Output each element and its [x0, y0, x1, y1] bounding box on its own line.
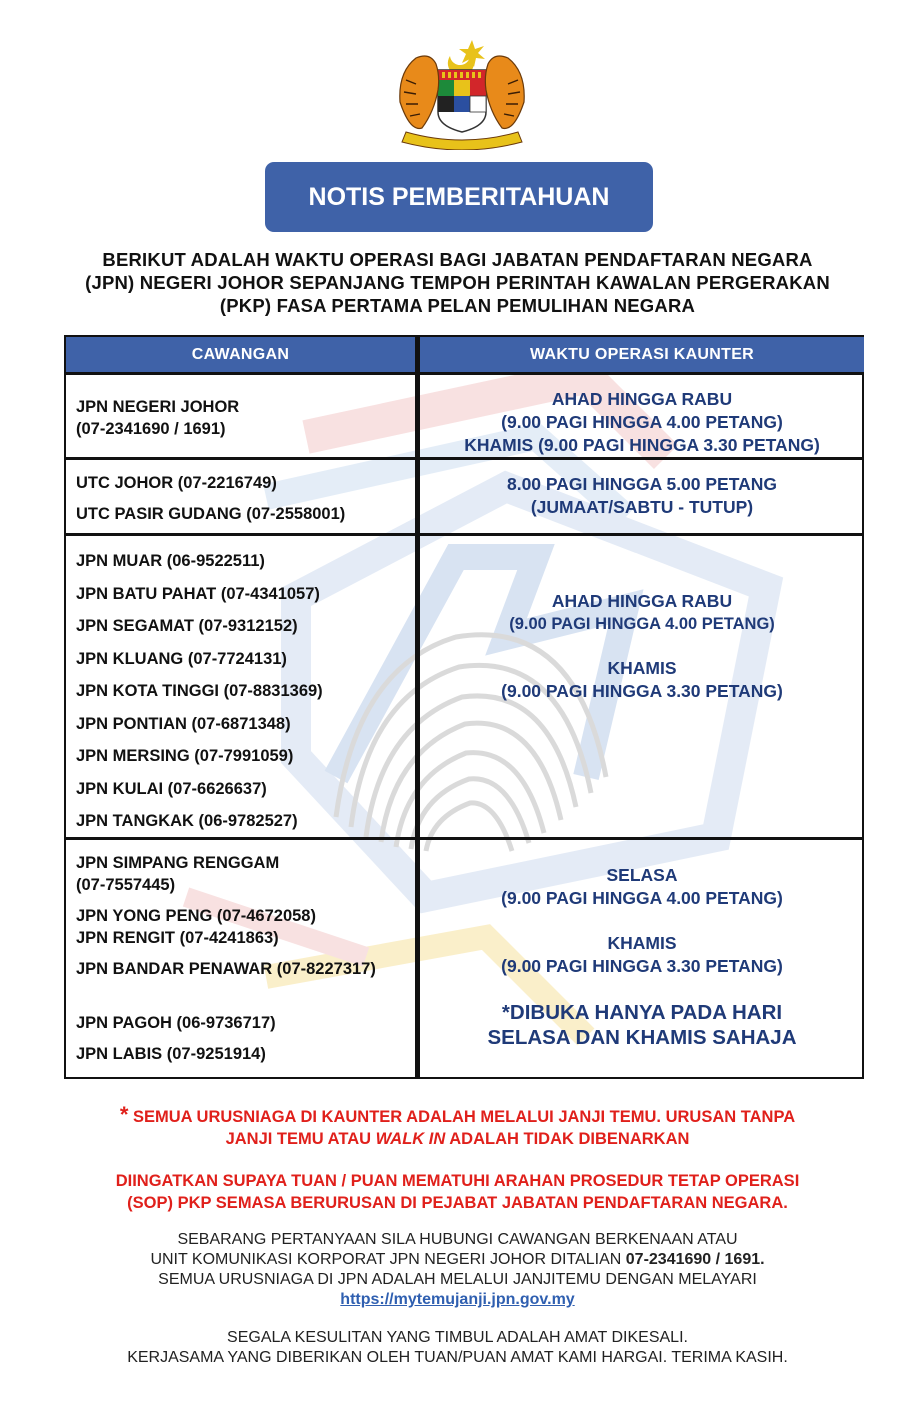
hours-line: SELASA: [606, 865, 678, 885]
notice-line: *DIBUKA HANYA PADA HARI: [501, 1001, 783, 1024]
branch-item: JPN SIMPANG RENGGAM: [76, 854, 280, 872]
branch-item: JPN MUAR (06-9522511): [76, 552, 265, 570]
hours-line: KHAMIS (9.00 PAGI HINGGA 3.30 PETANG): [464, 435, 820, 455]
hours-line: (9.00 PAGI HINGGA 4.00 PETANG): [501, 412, 783, 432]
note-line: (SOP) PKP SEMASA BERURUSAN DI PEJABAT JABATAN PENDAFTARAN NEGARA.: [127, 1194, 788, 1212]
hours-line: (9.00 PAGI HINGGA 4.00 PETANG): [509, 615, 775, 633]
hours-line: (9.00 PAGI HINGGA 3.30 PETANG): [501, 956, 783, 976]
closing-line: SEGALA KESULITAN YANG TIMBUL ADALAH AMAT DIKESALI.: [227, 1329, 688, 1346]
hours-line: KHAMIS: [607, 933, 677, 953]
branch-item: UTC JOHOR (07-2216749): [76, 474, 277, 492]
contact-line: SEMUA URUSNIAGA DI JPN ADALAH MELALUI JANJITEMU DENGAN MELAYARI: [158, 1271, 757, 1288]
walk-in-text: WALK IN: [375, 1130, 446, 1148]
contact-note: [40, 1230, 875, 1310]
note-line: SEMUA URUSNIAGA DI KAUNTER ADALAH MELALUI JANJI TEMU. URUSAN TANPA: [133, 1108, 796, 1126]
note-text: ADALAH TIDAK DIBENARKAN: [445, 1130, 690, 1148]
row-divider: [66, 457, 862, 460]
branch-item: JPN RENGIT (07-4241863): [76, 929, 279, 947]
notice-title: NOTIS PEMBERITAHUAN: [308, 182, 610, 211]
asterisk: *: [119, 1102, 129, 1127]
note-line: DIINGATKAN SUPAYA TUAN / PUAN MEMATUHI ARAHAN PROSEDUR TETAP OPERASI: [115, 1172, 800, 1190]
branch-item: JPN BATU PAHAT (07-4341057): [76, 584, 320, 603]
header-hours: WAKTU OPERASI KAUNTER: [420, 337, 864, 372]
appointment-url-link[interactable]: https://mytemujanji.jpn.gov.my: [340, 1291, 575, 1308]
notice-line: SELASA DAN KHAMIS SAHAJA: [487, 1026, 797, 1049]
hours-line: 8.00 PAGI HINGGA 5.00 PETANG: [506, 474, 778, 494]
hours-line: (9.00 PAGI HINGGA 3.30 PETANG): [501, 681, 783, 701]
branch-item: JPN YONG PENG (07-4672058): [76, 907, 316, 925]
coat-of-arms-logo: [392, 32, 532, 150]
contact-line: SEBARANG PERTANYAAN SILA HUBUNGI CAWANGAN BERKENAAN ATAU: [177, 1231, 738, 1248]
intro-line: BERIKUT ADALAH WAKTU OPERASI BAGI JABATAN PENDAFTARAN NEGARA: [102, 249, 813, 270]
row-divider: [66, 533, 862, 536]
row-divider: [66, 372, 862, 375]
intro-line: (PKP) FASA PERTAMA PELAN PEMULIHAN NEGARA: [219, 295, 696, 316]
contact-phone: 07-2341690 / 1691.: [625, 1251, 765, 1268]
hours-line: AHAD HINGGA RABU: [551, 389, 733, 409]
branch-item: JPN PAGOH (06-9736717): [76, 1014, 276, 1032]
row3-hours: [420, 590, 864, 703]
operating-hours-table: [64, 335, 864, 1079]
branch-item: JPN KULAI (07-6626637): [76, 779, 267, 798]
row2-hours: [420, 473, 864, 519]
branch-item: JPN NEGERI JOHOR: [76, 398, 240, 416]
closing-line: KERJASAMA YANG DIBERIKAN OLEH TUAN/PUAN AMAT KAMI HARGAI. TERIMA KASIH.: [127, 1349, 788, 1366]
appointment-note: [40, 1104, 875, 1150]
branch-item: JPN PONTIAN (07-6871348): [76, 714, 291, 733]
hours-line: KHAMIS: [607, 658, 677, 678]
contact-text: UNIT KOMUNIKASI KORPORAT JPN NEGERI JOHOR DITALIAN: [150, 1251, 626, 1268]
hours-line: (9.00 PAGI HINGGA 4.00 PETANG): [501, 888, 783, 908]
branch-item: JPN TANGKAK (06-9782527): [76, 812, 298, 830]
branch-item: UTC PASIR GUDANG (07-2558001): [76, 505, 346, 523]
branch-item: (07-7557445): [76, 876, 176, 894]
branch-item: JPN KLUANG (07-7724131): [76, 649, 287, 668]
row2-branches: [76, 468, 411, 530]
closing-note: [40, 1328, 875, 1368]
note-text: JANJI TEMU ATAU: [225, 1130, 376, 1148]
row3-branches: [76, 545, 411, 838]
intro-text: [40, 248, 875, 317]
branch-item: JPN LABIS (07-9251914): [76, 1045, 266, 1063]
notice-banner: [265, 162, 653, 232]
branch-item: JPN SEGAMAT (07-9312152): [76, 617, 298, 635]
header-branch: CAWANGAN: [66, 337, 415, 372]
branch-item: JPN BANDAR PENAWAR (07-8227317): [76, 960, 376, 978]
hours-line: AHAD HINGGA RABU: [551, 591, 733, 611]
row4-branches: [76, 852, 411, 1065]
intro-line: (JPN) NEGERI JOHOR SEPANJANG TEMPOH PERINTAH KAWALAN PERGERAKAN: [85, 272, 830, 293]
row1-hours: [420, 388, 864, 457]
row4-hours: [420, 864, 864, 1050]
branch-item: JPN MERSING (07-7991059): [76, 747, 294, 765]
branch-item: (07-2341690 / 1691): [76, 420, 226, 438]
hours-line: (JUMAAT/SABTU - TUTUP): [530, 497, 754, 517]
row1-branches: [76, 396, 411, 440]
sop-note: [40, 1170, 875, 1214]
branch-item: JPN KOTA TINGGI (07-8831369): [76, 682, 323, 700]
